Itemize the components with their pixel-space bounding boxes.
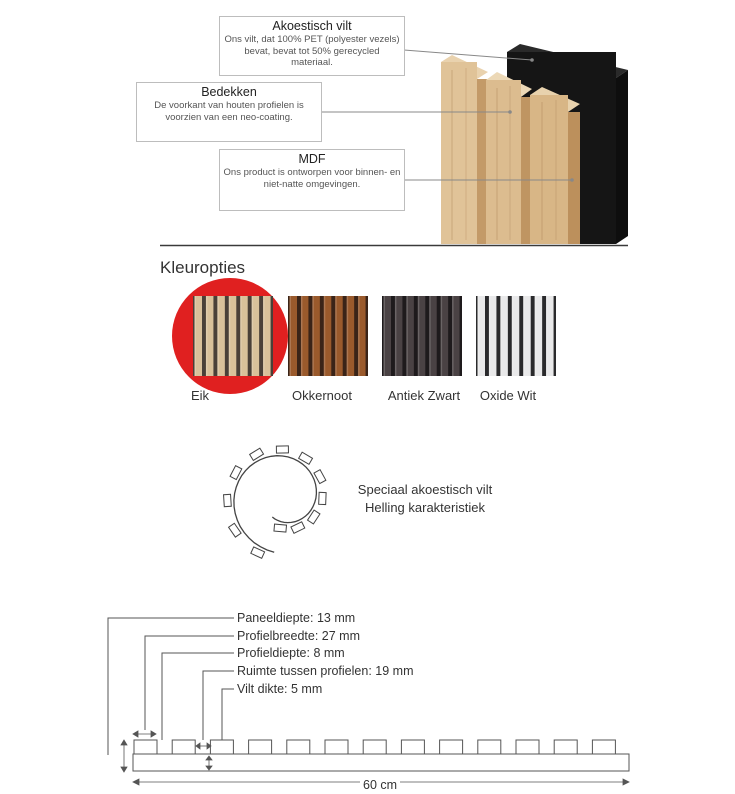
dim-label: Profielbreedte:: [237, 629, 319, 643]
total-width-label: 60 cm: [360, 778, 400, 792]
callout-description: De voorkant van houten profielen is voorzien van een neo-coating.: [154, 100, 304, 123]
profile-row: [134, 740, 615, 754]
leader-panel-depth: [108, 618, 234, 755]
dim-value: 27 mm: [321, 629, 360, 643]
dimension-profile: [287, 740, 310, 754]
dimension-profile: [134, 740, 157, 754]
dim-value: 19 mm: [375, 664, 414, 678]
dim-profile-width: [237, 629, 360, 643]
dim-label: Profieldiepte:: [237, 646, 310, 660]
dim-value: 8 mm: [313, 646, 345, 660]
dim-label: Paneeldiepte:: [237, 611, 314, 625]
leader-profile-width: [145, 636, 234, 730]
dimension-profile: [249, 740, 272, 754]
dim-value: 5 mm: [290, 682, 323, 696]
color-options-title: Kleuropties: [160, 258, 246, 277]
dimension-profile: [363, 740, 386, 754]
dimension-profile: [554, 740, 577, 754]
feature-line-1: Speciaal akoestisch vilt: [357, 482, 493, 497]
swatch-label-oxide-wit[interactable]: Oxide Wit: [479, 388, 537, 403]
dimension-profile: [172, 740, 195, 754]
callout-title: Bedekken: [201, 85, 257, 99]
dim-panel-depth: [237, 611, 355, 625]
dim-label: Ruimte tussen profielen:: [237, 664, 372, 678]
leader-profile-depth: [162, 653, 234, 740]
dimension-profile: [440, 740, 463, 754]
callout-description: Ons product is ontworpen voor binnen- en niet-natte omgevingen.: [223, 167, 401, 190]
callout-title: Akoestisch vilt: [272, 19, 352, 33]
dimension-profile: [478, 740, 501, 754]
swatch-label-eik[interactable]: Eik: [190, 388, 210, 403]
dim-gap: [237, 664, 413, 678]
feature-line-2: Helling karakteristiek: [365, 500, 485, 515]
callout-description: Ons vilt, dat 100% PET (polyester vezels) bevat, bevat tot 50% gerecycled materiaal.: [224, 34, 400, 68]
dimension-profile: [210, 740, 233, 754]
callout-title: MDF: [298, 152, 326, 166]
swatch-label-okkernoot[interactable]: Okkernoot: [292, 388, 352, 403]
leader-gap: [203, 671, 234, 740]
dimension-profile: [325, 740, 348, 754]
dimension-profile: [401, 740, 424, 754]
dimension-profile: [592, 740, 615, 754]
dim-felt-thickness: [237, 682, 322, 696]
dimension-profile: [516, 740, 539, 754]
dim-profile-depth: [237, 646, 345, 660]
dim-label: Vilt dikte:: [237, 682, 288, 696]
swatch-label-antiek-zwart[interactable]: Antiek Zwart: [387, 388, 461, 403]
dim-value: 13 mm: [316, 611, 356, 625]
